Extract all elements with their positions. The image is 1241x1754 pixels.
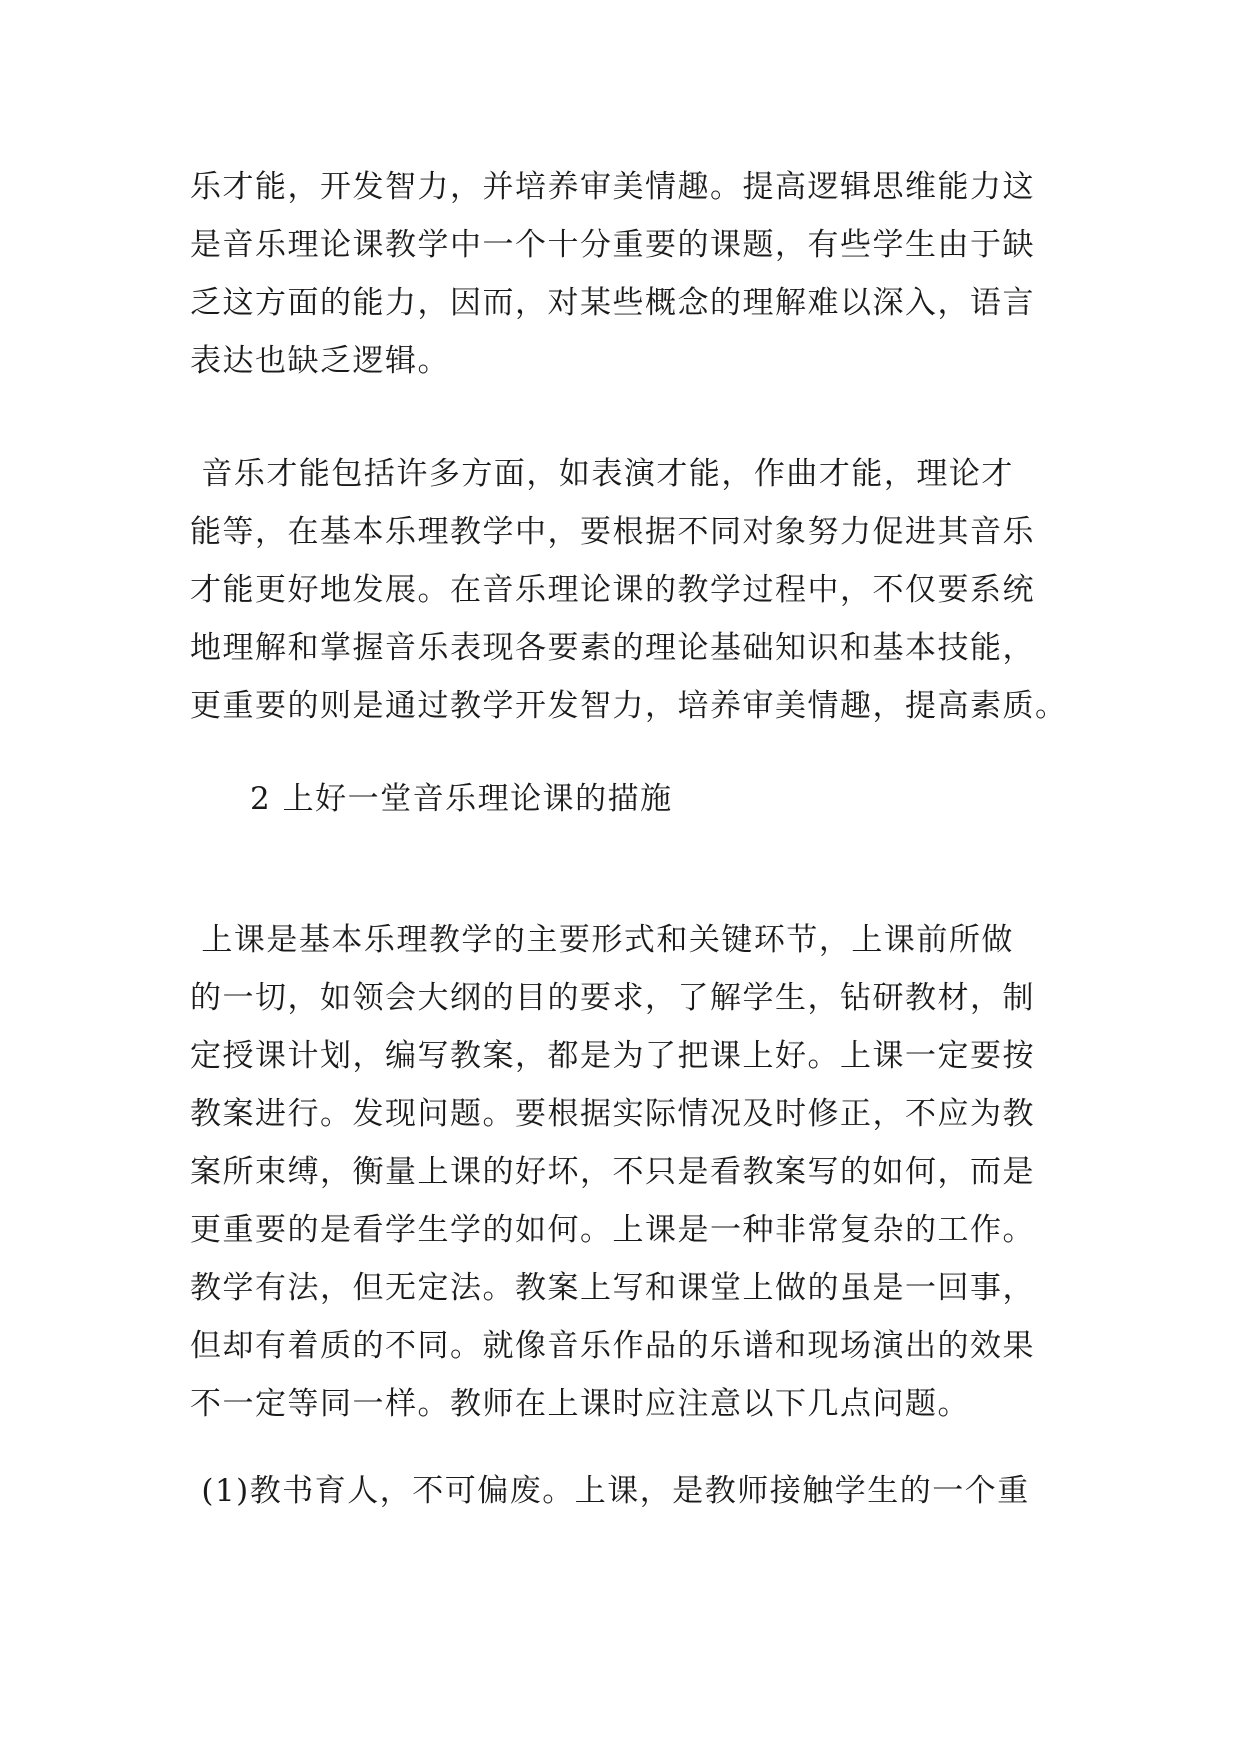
text-line: 音乐才能包括许多方面，如表演才能，作曲才能，理论才 <box>190 456 1014 492</box>
text-line: 乐才能，开发智力，并培养审美情趣。提高逻辑思维能力这 <box>190 169 1035 205</box>
text-line: 定授课计划，编写教案，都是为了把课上好。上课一定要按 <box>190 1038 1035 1074</box>
text-line: 更重要的则是通过教学开发智力，培养审美情趣，提高素质。 <box>190 688 1068 724</box>
paragraph-1 <box>190 158 1060 390</box>
text-line: 教案进行。发现问题。要根据实际情况及时修正，不应为教 <box>190 1096 1035 1132</box>
paragraph-2 <box>190 445 1068 735</box>
text-line: 才能更好地发展。在音乐理论课的教学过程中，不仅要系统 <box>190 572 1035 608</box>
heading-text: 2 上好一堂音乐理论课的描施 <box>250 781 673 817</box>
text-line: 案所束缚，衡量上课的好坏，不只是看教案写的如何，而是 <box>190 1154 1035 1190</box>
text-line: 更重要的是看学生学的如何。上课是一种非常复杂的工作。 <box>190 1212 1035 1248</box>
text-line: 但却有着质的不同。就像音乐作品的乐谱和现场演出的效果 <box>190 1328 1035 1364</box>
text-line: 乏这方面的能力，因而，对某些概念的理解难以深入，语言 <box>190 285 1035 321</box>
text-line: 地理解和掌握音乐表现各要素的理论基础知识和基本技能， <box>190 630 1035 666</box>
text-line: 是音乐理论课教学中一个十分重要的课题，有些学生由于缺 <box>190 227 1035 263</box>
section-heading <box>250 770 1120 828</box>
text-line: 表达也缺乏逻辑。 <box>190 343 450 379</box>
text-line: (1)教书育人，不可偏废。上课，是教师接触学生的一个重 <box>190 1473 1030 1509</box>
text-line: 教学有法，但无定法。教案上写和课堂上做的虽是一回事， <box>190 1270 1035 1306</box>
text-line: 的一切，如领会大纲的目的要求，了解学生，钻研教材，制 <box>190 980 1035 1016</box>
text-line: 上课是基本乐理教学的主要形式和关键环节，上课前所做 <box>190 922 1014 958</box>
paragraph-3 <box>190 911 1060 1433</box>
paragraph-4 <box>190 1462 1060 1520</box>
text-line: 不一定等同一样。教师在上课时应注意以下几点问题。 <box>190 1386 970 1422</box>
text-line: 能等，在基本乐理教学中，要根据不同对象努力促进其音乐 <box>190 514 1035 550</box>
